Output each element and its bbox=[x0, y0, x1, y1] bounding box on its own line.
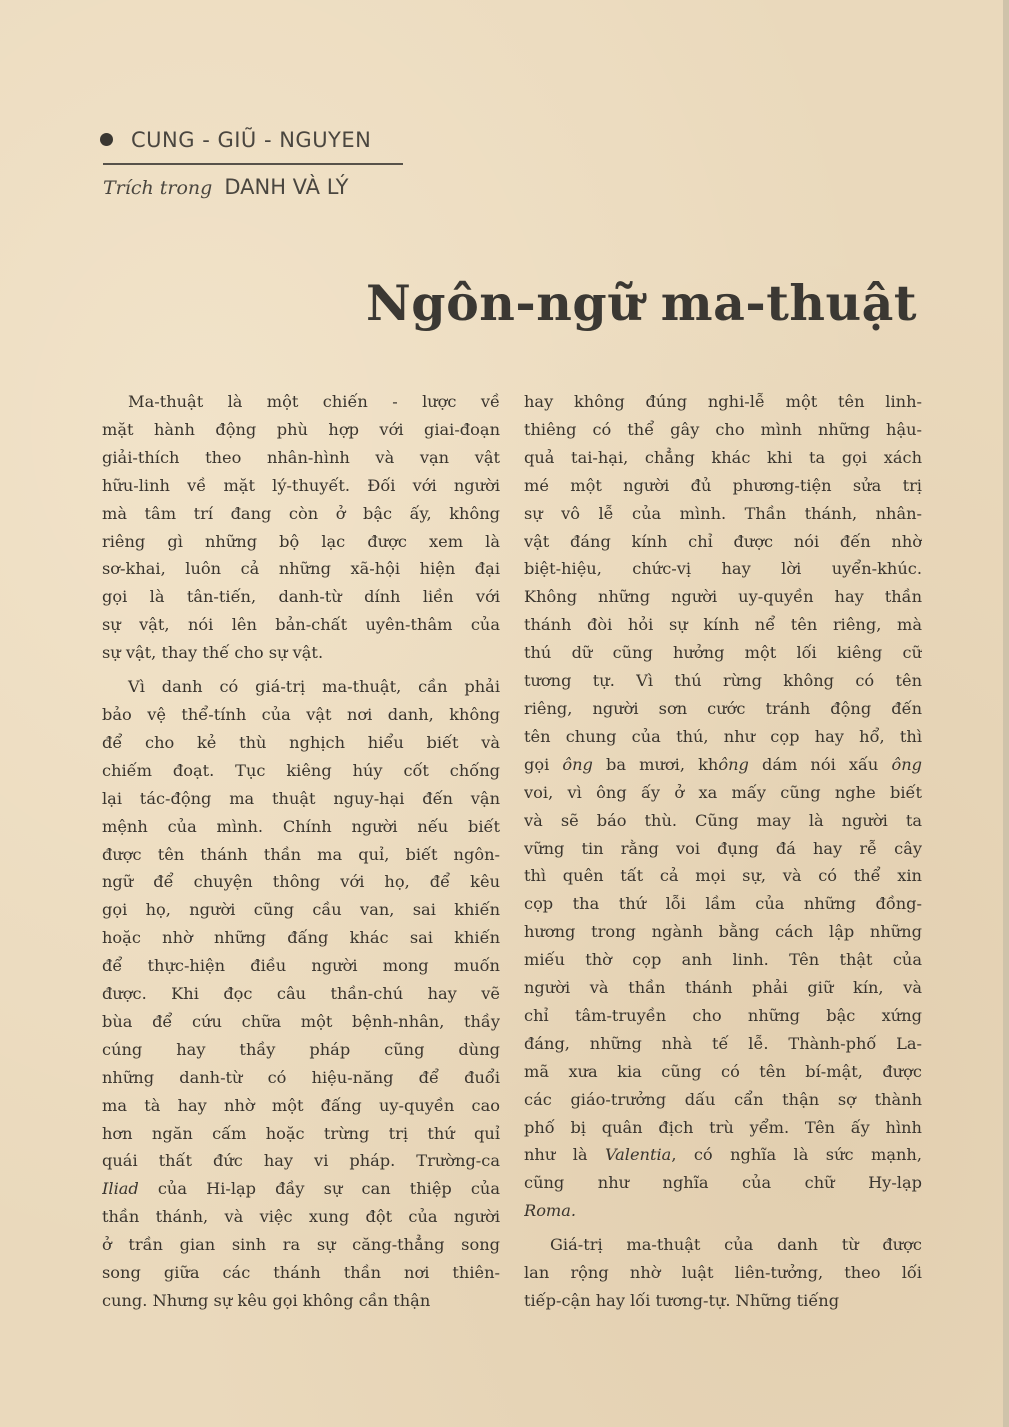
text-line: quái thất đức hay vi pháp. Trường-ca bbox=[102, 1151, 500, 1171]
text-line: các giáo-trưởng dấu cẩn thận sợ thành bbox=[524, 1089, 922, 1109]
divider bbox=[103, 163, 403, 165]
text-line: vật đáng kính chỉ được nói đến nhờ bbox=[524, 531, 922, 551]
text-line: sơ-khai, luôn cả những xã-hội hiện đại bbox=[102, 559, 500, 579]
text-line: sự vô lễ của mình. Thần thánh, nhân- bbox=[524, 503, 922, 523]
text-line: chiếm đoạt. Tục kiêng húy cốt chống bbox=[102, 760, 500, 780]
source-title: DANH VÀ LÝ bbox=[224, 175, 349, 199]
text-line: như là Valentia, có nghĩa là sức mạnh, bbox=[524, 1145, 922, 1165]
text-line: hay không đúng nghi-lễ một tên linh- bbox=[524, 392, 922, 411]
text-line: được tên thánh thần ma quỉ, biết ngôn- bbox=[102, 844, 500, 864]
text-line: gọi họ, người cũng cầu van, sai khiến bbox=[102, 900, 500, 920]
text-line: biệt-hiệu, chức-vị hay lời uyển-khúc. bbox=[524, 559, 922, 579]
left-column bbox=[102, 388, 500, 1315]
text-line: mà tâm trí đang còn ở bậc ấy, không bbox=[102, 503, 500, 523]
text-line: Không những người uy-quyền hay thần bbox=[524, 587, 922, 607]
text-line: thì quên tất cả mọi sự, và có thể xin bbox=[524, 866, 922, 886]
text-line: bảo vệ thể-tính của vật nơi danh, không bbox=[102, 704, 500, 724]
text-line: riêng gì những bộ lạc được xem là bbox=[102, 531, 500, 551]
text-line: Vì danh có giá-trị ma-thuật, cần phải bbox=[128, 677, 500, 697]
text-line: lại tác-động ma thuật nguy-hại đến vận bbox=[102, 788, 500, 808]
text-line: thần thánh, và việc xung đột của người bbox=[102, 1207, 500, 1227]
text-line: quả tai-hại, chẳng khác khi ta gọi xách bbox=[524, 447, 922, 467]
text-line: hương trong ngành bằng cách lập những bbox=[524, 922, 922, 942]
text-line: đáng, những nhà tế lễ. Thành-phố La- bbox=[524, 1033, 922, 1053]
text-line: song giữa các thánh thần nơi thiên- bbox=[102, 1263, 500, 1283]
text-line: sự vật, thay thế cho sự vật. bbox=[102, 643, 324, 663]
text-line: tương tự. Vì thú rừng không có tên bbox=[524, 671, 922, 691]
text-line: Roma. bbox=[524, 1201, 577, 1221]
article-title: Ngôn-ngữ ma-thuật bbox=[366, 274, 917, 332]
text-line: thiêng có thể gây cho mình những hậu- bbox=[524, 419, 922, 439]
text-line: miếu thờ cọp anh linh. Tên thật của bbox=[524, 950, 922, 970]
text-line: tiếp-cận hay lối tương-tự. Những tiếng bbox=[524, 1291, 840, 1310]
text-line: tên chung của thú, như cọp hay hổ, thì bbox=[524, 726, 922, 746]
text-line: thú dữ cũng hưởng một lối kiêng cữ bbox=[524, 643, 922, 663]
text-line: cọp tha thứ lỗi lầm của những đồng- bbox=[524, 894, 922, 914]
text-line: ma tà hay nhờ một đấng uy-quyền cao bbox=[102, 1095, 500, 1115]
right-column bbox=[524, 388, 922, 1315]
text-line: voi, vì ông ấy ở xa mấy cũng nghe biết bbox=[524, 782, 922, 802]
source-prefix: Trích trong bbox=[103, 177, 213, 199]
text-line: vững tin rằng voi đụng đá hay rễ cây bbox=[524, 838, 922, 858]
text-line: để cho kẻ thù nghịch hiểu biết và bbox=[102, 732, 500, 752]
text-line: riêng, người sơn cước tránh động đến bbox=[524, 698, 922, 718]
text-line: được. Khi đọc câu thần-chú hay vẽ bbox=[102, 984, 500, 1004]
text-line: gọi ông ba mươi, không dám nói xấu ông bbox=[524, 754, 922, 774]
text-line: hơn ngăn cấm hoặc trừng trị thứ quỉ bbox=[102, 1123, 500, 1143]
text-line: lan rộng nhờ luật liên-tưởng, theo lối bbox=[524, 1263, 922, 1283]
text-line: mé một người đủ phương-tiện sửa trị bbox=[524, 475, 922, 495]
text-line: hữu-linh về mặt lý-thuyết. Đối với người bbox=[102, 475, 500, 495]
text-line: chỉ tâm-truyền cho những bậc xứng bbox=[524, 1005, 922, 1025]
bullet-icon bbox=[100, 133, 113, 146]
text-line: Giá-trị ma-thuật của danh từ được bbox=[550, 1235, 922, 1255]
author-name: CUNG - GIŨ - NGUYEN bbox=[131, 128, 372, 152]
text-line: và sẽ báo thù. Cũng may là người ta bbox=[524, 810, 922, 830]
text-line: giải-thích theo nhân-hình và vạn vật bbox=[102, 447, 500, 467]
text-line: gọi là tân-tiến, danh-từ dính liền với bbox=[102, 587, 500, 607]
text-line: để thực-hiện điều người mong muốn bbox=[102, 956, 500, 976]
author-line bbox=[100, 128, 371, 152]
text-line: ngữ để chuyện thông với họ, để kêu bbox=[102, 872, 500, 892]
text-line: thánh đòi hỏi sự kính nể tên riêng, mà bbox=[524, 615, 922, 635]
text-line: mặt hành động phù hợp với giai-đoạn bbox=[102, 419, 500, 439]
text-line: ở trần gian sinh ra sự căng-thẳng song bbox=[102, 1235, 500, 1255]
source-line bbox=[103, 175, 348, 199]
text-line: cúng hay thầy pháp cũng dùng bbox=[102, 1039, 500, 1059]
text-line: cũng như nghĩa của chữ Hy-lạp bbox=[524, 1173, 922, 1193]
page-edge bbox=[1003, 0, 1009, 1427]
text-line: mã xưa kia cũng có tên bí-mật, được bbox=[524, 1061, 922, 1081]
text-line: Iliad của Hi-lạp đầy sự can thiệp của bbox=[102, 1179, 500, 1199]
text-line: sự vật, nói lên bản-chất uyên-thâm của bbox=[102, 615, 500, 635]
text-line: hoặc nhờ những đấng khác sai khiến bbox=[102, 928, 500, 948]
text-line: người và thần thánh phải giữ kín, và bbox=[524, 978, 922, 998]
text-line: mệnh của mình. Chính người nếu biết bbox=[102, 816, 500, 836]
text-line: Ma-thuật là một chiến - lược về bbox=[128, 392, 500, 411]
text-line: cung. Nhưng sự kêu gọi không cần thận bbox=[102, 1291, 431, 1310]
text-line: phố bị quân địch trù yểm. Tên ấy hình bbox=[524, 1117, 922, 1137]
text-line: những danh-từ có hiệu-năng để đuổi bbox=[102, 1067, 500, 1087]
text-line: bùa để cứu chữa một bệnh-nhân, thầy bbox=[102, 1011, 500, 1031]
